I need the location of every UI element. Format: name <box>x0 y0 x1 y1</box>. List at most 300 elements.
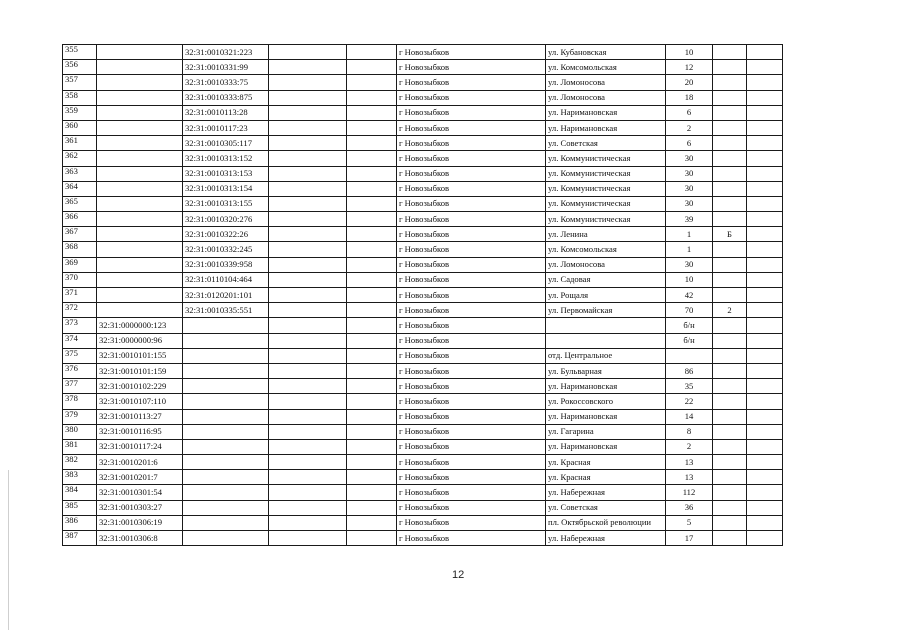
page-number: 12 <box>452 569 465 581</box>
table-row <box>63 318 783 333</box>
cadastral-number-b <box>183 318 269 333</box>
cadastral-number-b: 32:31:0110104:464 <box>183 272 269 287</box>
cadastral-number-b: 32:31:0010321:223 <box>183 45 269 60</box>
street: ул. Ломоносова <box>546 75 666 90</box>
locality: г Новозыбков <box>397 227 546 242</box>
table-row <box>63 394 783 409</box>
cadastral-number-b: 32:31:0010313:152 <box>183 151 269 166</box>
empty-cell <box>269 394 347 409</box>
row-number: 383 <box>63 470 97 485</box>
empty-cell <box>347 455 397 470</box>
building-suffix <box>713 242 747 257</box>
house-number: 18 <box>666 90 713 105</box>
cadastral-number-a: 32:31:0010101:155 <box>97 348 183 363</box>
building-suffix <box>713 136 747 151</box>
house-number: 17 <box>666 531 713 546</box>
table-row <box>63 75 783 90</box>
house-number: 30 <box>666 166 713 181</box>
street: ул. Ломоносова <box>546 257 666 272</box>
row-number: 387 <box>63 531 97 546</box>
empty-cell <box>269 531 347 546</box>
empty-cell <box>269 181 347 196</box>
row-number: 382 <box>63 455 97 470</box>
cadastral-number-a <box>97 45 183 60</box>
table-row <box>63 333 783 348</box>
empty-cell <box>269 45 347 60</box>
house-number <box>666 348 713 363</box>
empty-cell <box>269 379 347 394</box>
locality: г Новозыбков <box>397 409 546 424</box>
house-number: 8 <box>666 424 713 439</box>
empty-cell <box>269 120 347 135</box>
locality: г Новозыбков <box>397 348 546 363</box>
building-suffix <box>713 515 747 530</box>
empty-cell <box>269 333 347 348</box>
cadastral-number-b <box>183 409 269 424</box>
building-suffix <box>713 439 747 454</box>
row-number: 363 <box>63 166 97 181</box>
cadastral-number-b <box>183 424 269 439</box>
locality: г Новозыбков <box>397 500 546 515</box>
cadastral-number-b: 32:31:0010113:28 <box>183 105 269 120</box>
house-number: 13 <box>666 455 713 470</box>
cadastral-number-a <box>97 227 183 242</box>
locality: г Новозыбков <box>397 394 546 409</box>
empty-cell <box>347 45 397 60</box>
empty-cell <box>347 227 397 242</box>
locality: г Новозыбков <box>397 196 546 211</box>
house-number: 2 <box>666 120 713 135</box>
empty-cell <box>347 394 397 409</box>
building-suffix <box>713 318 747 333</box>
empty-cell <box>747 227 783 242</box>
row-number: 371 <box>63 288 97 303</box>
empty-cell <box>347 470 397 485</box>
empty-cell <box>347 120 397 135</box>
table-row <box>63 272 783 287</box>
cadastral-number-a: 32:31:0010306:19 <box>97 515 183 530</box>
building-suffix <box>713 379 747 394</box>
table-row <box>63 288 783 303</box>
street: ул. Коммунистическая <box>546 196 666 211</box>
empty-cell <box>347 288 397 303</box>
table-row <box>63 166 783 181</box>
building-suffix <box>713 333 747 348</box>
house-number: 1 <box>666 242 713 257</box>
row-number: 372 <box>63 303 97 318</box>
locality: г Новозыбков <box>397 75 546 90</box>
building-suffix <box>713 348 747 363</box>
empty-cell <box>747 303 783 318</box>
empty-cell <box>347 60 397 75</box>
house-number: 5 <box>666 515 713 530</box>
empty-cell <box>747 136 783 151</box>
building-suffix <box>713 424 747 439</box>
street: ул. Комсомольская <box>546 242 666 257</box>
locality: г Новозыбков <box>397 470 546 485</box>
row-number: 373 <box>63 318 97 333</box>
cadastral-number-a: 32:31:0010117:24 <box>97 439 183 454</box>
table-row <box>63 136 783 151</box>
cadastral-number-a: 32:31:0010102:229 <box>97 379 183 394</box>
row-number: 366 <box>63 212 97 227</box>
row-number: 365 <box>63 196 97 211</box>
empty-cell <box>269 242 347 257</box>
empty-cell <box>269 212 347 227</box>
street: ул. Коммунистическая <box>546 181 666 196</box>
street: ул. Набережная <box>546 531 666 546</box>
locality: г Новозыбков <box>397 439 546 454</box>
empty-cell <box>747 348 783 363</box>
locality: г Новозыбков <box>397 379 546 394</box>
building-suffix <box>713 470 747 485</box>
street: ул. Наримановская <box>546 105 666 120</box>
building-suffix <box>713 288 747 303</box>
house-number: 30 <box>666 151 713 166</box>
house-number: 13 <box>666 470 713 485</box>
empty-cell <box>347 75 397 90</box>
cadastral-number-a <box>97 90 183 105</box>
empty-cell <box>269 196 347 211</box>
table-row <box>63 363 783 378</box>
cadastral-number-b: 32:31:0010322:26 <box>183 227 269 242</box>
empty-cell <box>747 455 783 470</box>
empty-cell <box>269 136 347 151</box>
empty-cell <box>269 363 347 378</box>
cadastral-number-a: 32:31:0010303:27 <box>97 500 183 515</box>
table-row <box>63 470 783 485</box>
house-number: 14 <box>666 409 713 424</box>
building-suffix <box>713 60 747 75</box>
empty-cell <box>347 531 397 546</box>
street <box>546 333 666 348</box>
locality: г Новозыбков <box>397 303 546 318</box>
cadastral-number-a: 32:31:0010116:95 <box>97 424 183 439</box>
empty-cell <box>269 439 347 454</box>
house-number: 86 <box>666 363 713 378</box>
empty-cell <box>747 120 783 135</box>
table-row <box>63 105 783 120</box>
cadastral-number-b: 32:31:0010313:153 <box>183 166 269 181</box>
empty-cell <box>747 333 783 348</box>
registry-table <box>62 44 783 546</box>
cadastral-number-a <box>97 60 183 75</box>
empty-cell <box>747 60 783 75</box>
cadastral-number-a: 32:31:0010306:8 <box>97 531 183 546</box>
empty-cell <box>747 379 783 394</box>
empty-cell <box>347 485 397 500</box>
building-suffix <box>713 196 747 211</box>
street: ул. Красная <box>546 455 666 470</box>
cadastral-number-a: 32:31:0010301:54 <box>97 485 183 500</box>
table-row <box>63 196 783 211</box>
building-suffix <box>713 90 747 105</box>
empty-cell <box>269 105 347 120</box>
building-suffix <box>713 75 747 90</box>
building-suffix <box>713 212 747 227</box>
locality: г Новозыбков <box>397 120 546 135</box>
street: пл. Октябрьской революции <box>546 515 666 530</box>
cadastral-number-b <box>183 363 269 378</box>
street: ул. Коммунистическая <box>546 151 666 166</box>
house-number: 6 <box>666 136 713 151</box>
cadastral-number-a: 32:31:0000000:96 <box>97 333 183 348</box>
locality: г Новозыбков <box>397 242 546 257</box>
empty-cell <box>747 257 783 272</box>
cadastral-number-b <box>183 379 269 394</box>
cadastral-number-a: 32:31:0010113:27 <box>97 409 183 424</box>
empty-cell <box>747 485 783 500</box>
house-number: 39 <box>666 212 713 227</box>
empty-cell <box>269 318 347 333</box>
locality: г Новозыбков <box>397 181 546 196</box>
cadastral-number-a <box>97 136 183 151</box>
house-number: б/н <box>666 318 713 333</box>
table-row <box>63 257 783 272</box>
building-suffix <box>713 151 747 166</box>
table-row <box>63 303 783 318</box>
street: ул. Ломоносова <box>546 90 666 105</box>
cadastral-number-b: 32:31:0010333:75 <box>183 75 269 90</box>
empty-cell <box>747 470 783 485</box>
empty-cell <box>269 75 347 90</box>
empty-cell <box>347 196 397 211</box>
building-suffix <box>713 105 747 120</box>
empty-cell <box>347 439 397 454</box>
empty-cell <box>747 424 783 439</box>
house-number: б/н <box>666 333 713 348</box>
locality: г Новозыбков <box>397 424 546 439</box>
street: ул. Наримановская <box>546 379 666 394</box>
empty-cell <box>347 333 397 348</box>
empty-cell <box>347 303 397 318</box>
table-row <box>63 455 783 470</box>
row-number: 367 <box>63 227 97 242</box>
scan-margin-line <box>8 470 9 630</box>
empty-cell <box>347 151 397 166</box>
empty-cell <box>347 105 397 120</box>
building-suffix <box>713 272 747 287</box>
house-number: 10 <box>666 272 713 287</box>
cadastral-number-b: 32:31:0010339:958 <box>183 257 269 272</box>
street: ул. Рощаля <box>546 288 666 303</box>
empty-cell <box>747 181 783 196</box>
table-body <box>63 45 783 546</box>
house-number: 1 <box>666 227 713 242</box>
empty-cell <box>347 500 397 515</box>
empty-cell <box>269 288 347 303</box>
locality: г Новозыбков <box>397 166 546 181</box>
cadastral-number-a <box>97 272 183 287</box>
street: ул. Первомайская <box>546 303 666 318</box>
row-number: 377 <box>63 379 97 394</box>
cadastral-number-b <box>183 515 269 530</box>
row-number: 362 <box>63 151 97 166</box>
cadastral-number-b: 32:31:0010117:23 <box>183 120 269 135</box>
row-number: 384 <box>63 485 97 500</box>
cadastral-number-b: 32:31:0010313:155 <box>183 196 269 211</box>
street: ул. Советская <box>546 136 666 151</box>
empty-cell <box>747 409 783 424</box>
empty-cell <box>747 212 783 227</box>
empty-cell <box>269 470 347 485</box>
empty-cell <box>747 394 783 409</box>
table-row <box>63 90 783 105</box>
building-suffix <box>713 455 747 470</box>
house-number: 10 <box>666 45 713 60</box>
house-number: 22 <box>666 394 713 409</box>
building-suffix <box>713 45 747 60</box>
house-number: 35 <box>666 379 713 394</box>
empty-cell <box>269 151 347 166</box>
cadastral-number-a <box>97 288 183 303</box>
street: отд. Центральное <box>546 348 666 363</box>
locality: г Новозыбков <box>397 531 546 546</box>
row-number: 381 <box>63 439 97 454</box>
locality: г Новозыбков <box>397 333 546 348</box>
building-suffix <box>713 363 747 378</box>
empty-cell <box>269 257 347 272</box>
empty-cell <box>747 166 783 181</box>
document-sheet <box>62 44 783 546</box>
locality: г Новозыбков <box>397 318 546 333</box>
row-number: 379 <box>63 409 97 424</box>
empty-cell <box>747 515 783 530</box>
table-row <box>63 500 783 515</box>
row-number: 355 <box>63 45 97 60</box>
cadastral-number-a <box>97 151 183 166</box>
empty-cell <box>747 531 783 546</box>
house-number: 6 <box>666 105 713 120</box>
empty-cell <box>747 75 783 90</box>
locality: г Новозыбков <box>397 455 546 470</box>
empty-cell <box>269 455 347 470</box>
building-suffix <box>713 409 747 424</box>
cadastral-number-a: 32:31:0010201:7 <box>97 470 183 485</box>
locality: г Новозыбков <box>397 212 546 227</box>
locality: г Новозыбков <box>397 515 546 530</box>
street: ул. Бульварная <box>546 363 666 378</box>
table-row <box>63 181 783 196</box>
locality: г Новозыбков <box>397 151 546 166</box>
empty-cell <box>347 272 397 287</box>
empty-cell <box>269 90 347 105</box>
empty-cell <box>347 318 397 333</box>
table-row <box>63 45 783 60</box>
house-number: 36 <box>666 500 713 515</box>
empty-cell <box>347 136 397 151</box>
locality: г Новозыбков <box>397 90 546 105</box>
row-number: 361 <box>63 136 97 151</box>
cadastral-number-b: 32:31:0010335:551 <box>183 303 269 318</box>
row-number: 369 <box>63 257 97 272</box>
empty-cell <box>347 212 397 227</box>
cadastral-number-a <box>97 257 183 272</box>
empty-cell <box>269 485 347 500</box>
street: ул. Наримановская <box>546 120 666 135</box>
empty-cell <box>347 363 397 378</box>
cadastral-number-a: 32:31:0000000:123 <box>97 318 183 333</box>
row-number: 364 <box>63 181 97 196</box>
cadastral-number-b <box>183 455 269 470</box>
street: ул. Советская <box>546 500 666 515</box>
empty-cell <box>269 272 347 287</box>
cadastral-number-a: 32:31:0010201:6 <box>97 455 183 470</box>
empty-cell <box>347 515 397 530</box>
street: ул. Красная <box>546 470 666 485</box>
cadastral-number-b: 32:31:0010332:245 <box>183 242 269 257</box>
locality: г Новозыбков <box>397 288 546 303</box>
table-row <box>63 227 783 242</box>
locality: г Новозыбков <box>397 45 546 60</box>
house-number: 20 <box>666 75 713 90</box>
cadastral-number-a <box>97 242 183 257</box>
empty-cell <box>269 166 347 181</box>
street: ул. Гагарина <box>546 424 666 439</box>
row-number: 385 <box>63 500 97 515</box>
building-suffix <box>713 500 747 515</box>
empty-cell <box>747 318 783 333</box>
cadastral-number-b <box>183 394 269 409</box>
empty-cell <box>347 409 397 424</box>
street: ул. Коммунистическая <box>546 212 666 227</box>
empty-cell <box>347 257 397 272</box>
cadastral-number-b: 32:31:0010313:154 <box>183 181 269 196</box>
cadastral-number-a <box>97 105 183 120</box>
street: ул. Комсомольская <box>546 60 666 75</box>
table-row <box>63 242 783 257</box>
empty-cell <box>747 196 783 211</box>
street: ул. Набережная <box>546 485 666 500</box>
table-row <box>63 212 783 227</box>
table-row <box>63 379 783 394</box>
empty-cell <box>269 60 347 75</box>
row-number: 358 <box>63 90 97 105</box>
table-row <box>63 424 783 439</box>
empty-cell <box>347 424 397 439</box>
table-row <box>63 439 783 454</box>
locality: г Новозыбков <box>397 485 546 500</box>
locality: г Новозыбков <box>397 136 546 151</box>
building-suffix <box>713 485 747 500</box>
empty-cell <box>747 90 783 105</box>
cadastral-number-b: 32:31:0010305:117 <box>183 136 269 151</box>
empty-cell <box>747 363 783 378</box>
street: ул. Рокоссовского <box>546 394 666 409</box>
cadastral-number-a <box>97 303 183 318</box>
row-number: 370 <box>63 272 97 287</box>
building-suffix <box>713 181 747 196</box>
empty-cell <box>269 227 347 242</box>
cadastral-number-b: 32:31:0010320:276 <box>183 212 269 227</box>
street: ул. Коммунистическая <box>546 166 666 181</box>
empty-cell <box>269 424 347 439</box>
row-number: 356 <box>63 60 97 75</box>
cadastral-number-a: 32:31:0010107:110 <box>97 394 183 409</box>
row-number: 378 <box>63 394 97 409</box>
house-number: 112 <box>666 485 713 500</box>
building-suffix <box>713 531 747 546</box>
street: ул. Садовая <box>546 272 666 287</box>
street: ул. Кубановская <box>546 45 666 60</box>
street: ул. Ленина <box>546 227 666 242</box>
row-number: 359 <box>63 105 97 120</box>
row-number: 360 <box>63 120 97 135</box>
table-row <box>63 151 783 166</box>
empty-cell <box>269 500 347 515</box>
table-row <box>63 515 783 530</box>
empty-cell <box>269 303 347 318</box>
